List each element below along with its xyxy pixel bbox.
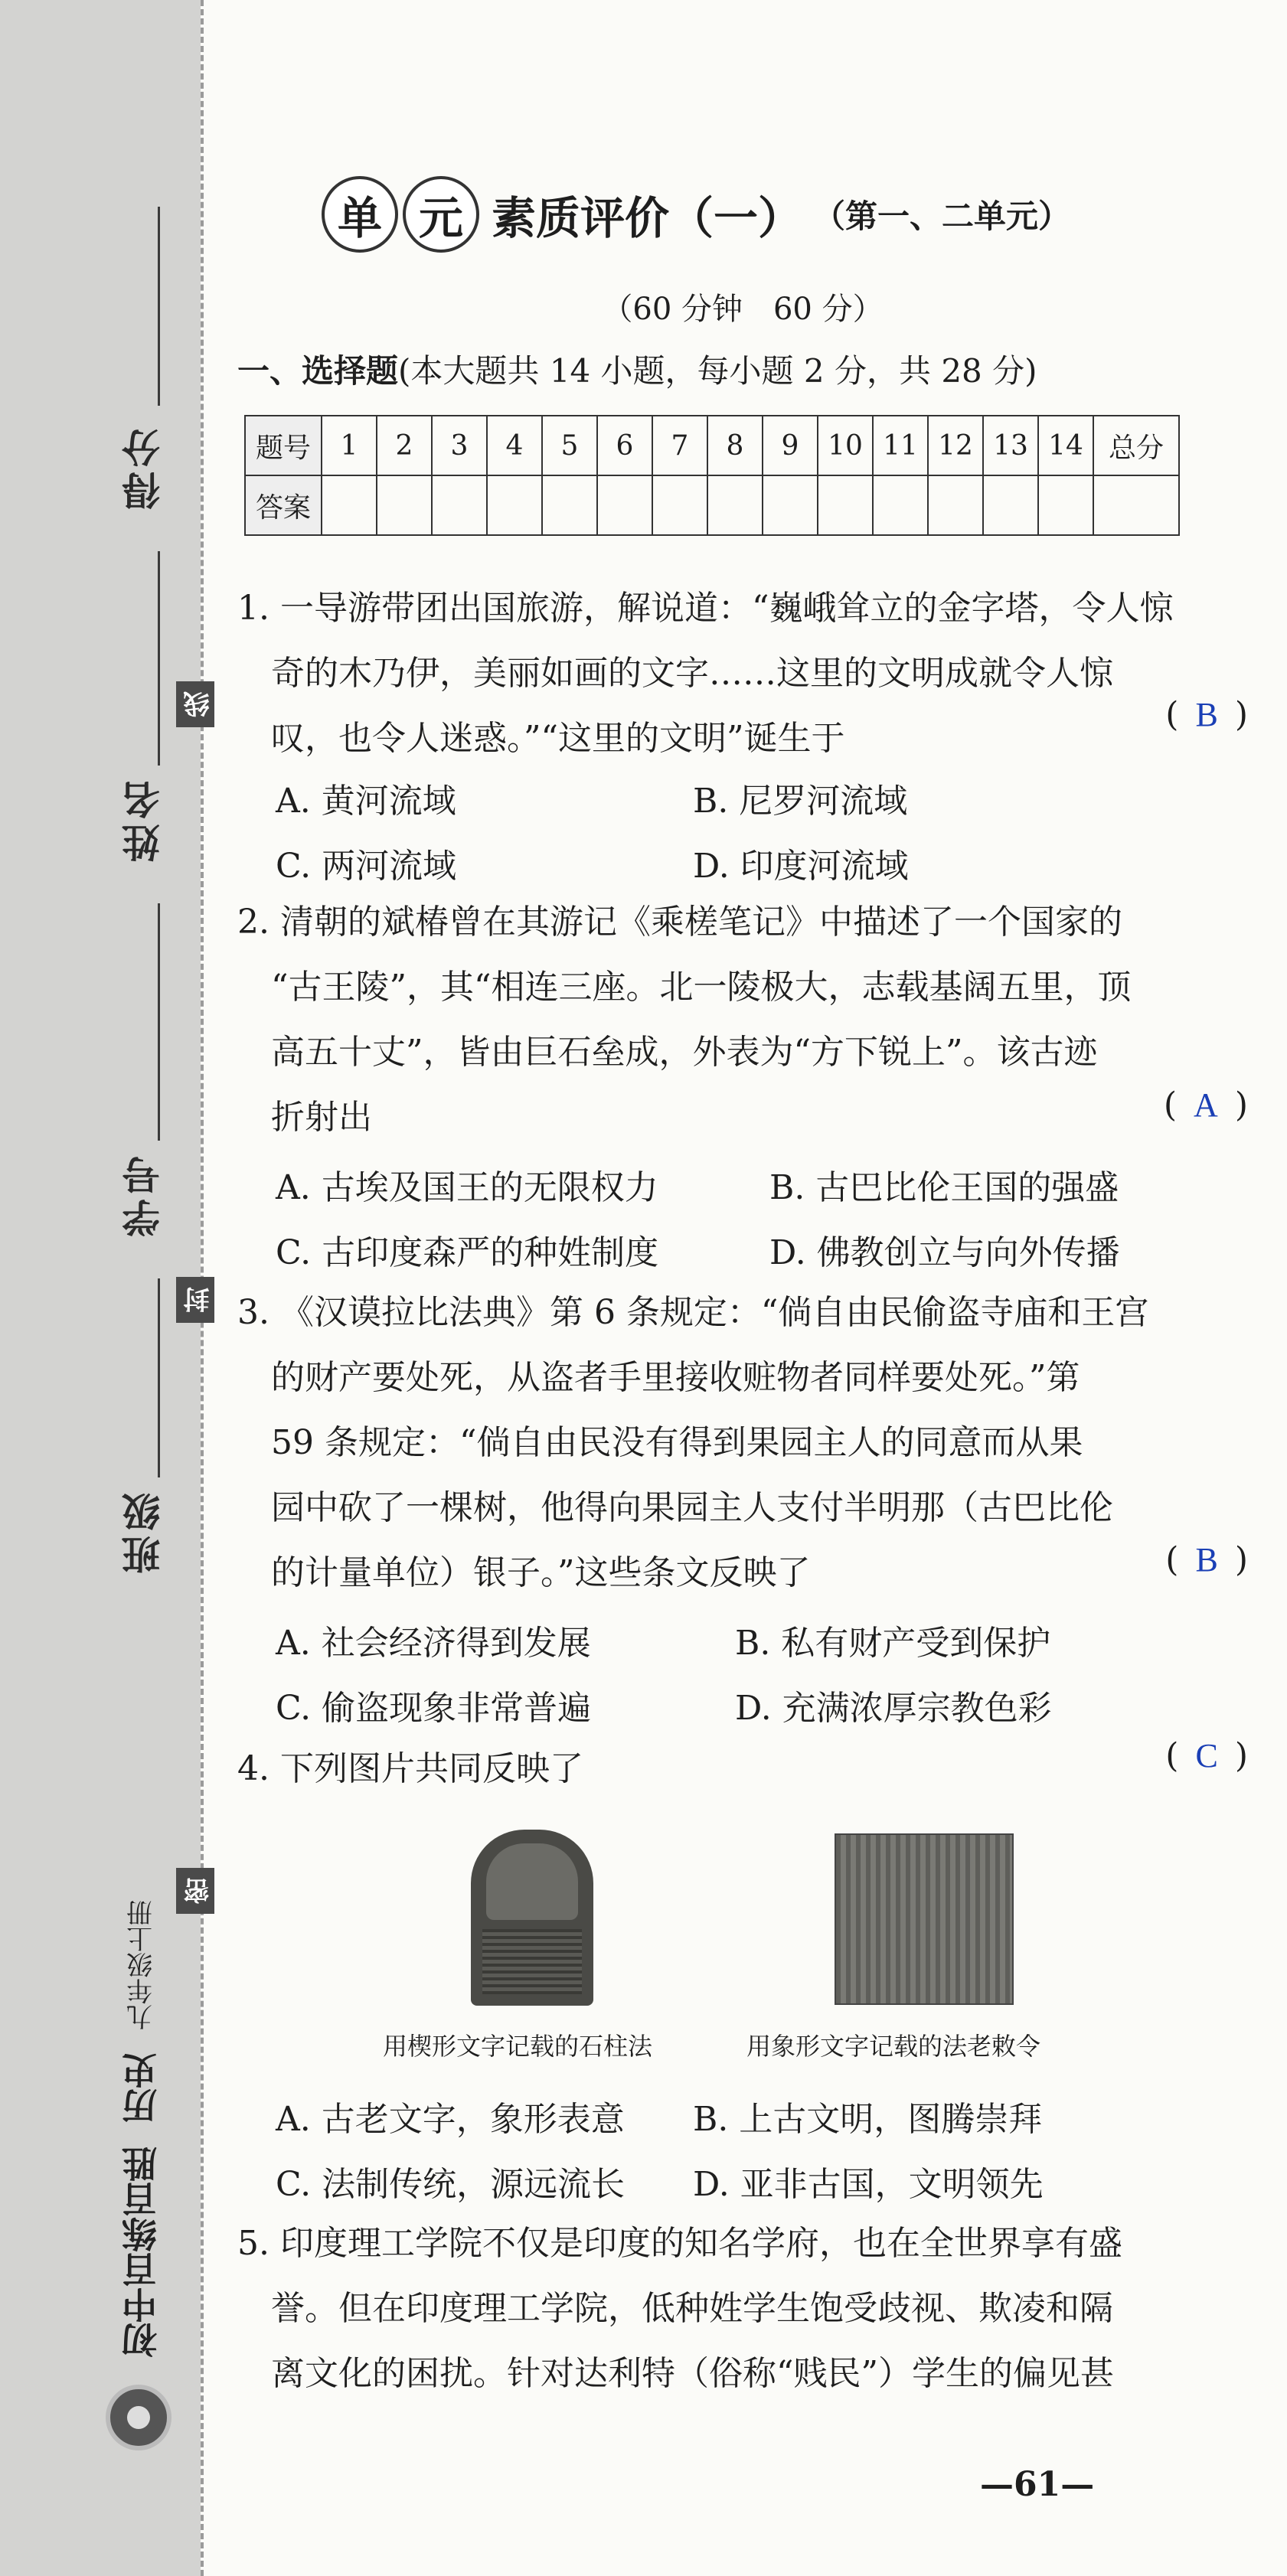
question-line: 叹，也令人迷惑。”“这里的文明”诞生于: [237, 719, 845, 758]
question-line: 的财产要处死，从盗者手里接收赃物者同样要处死。”第: [237, 1358, 1080, 1397]
question-line: 1. 一导游带团出国旅游，解说道：“巍峨耸立的金字塔，令人惊: [237, 589, 1174, 628]
student-id-label: 学号: [122, 1151, 166, 1237]
question-number-cell: 11: [873, 416, 928, 475]
class-line: [158, 1278, 160, 1477]
answer-cell[interactable]: [597, 475, 652, 535]
book-subject: 历史: [121, 2053, 162, 2124]
answer-cell[interactable]: [1038, 475, 1093, 535]
title-circled-char: 单: [322, 176, 398, 253]
section-label: 一、选择题: [237, 352, 399, 390]
question-line: 誉。但在印度理工学院，低种姓学生饱受歧视、欺凌和隔: [237, 2289, 1113, 2328]
answer-table: [244, 415, 1180, 536]
question-number-cell: 9: [763, 416, 818, 475]
option-c: C. 法制传统，源远流长: [276, 2165, 626, 2204]
seal-mark-line: 线: [176, 681, 214, 727]
answer-bracket: ( B ): [1165, 1540, 1248, 1579]
question-1: [237, 576, 1256, 771]
answer-bracket: ( B ): [1165, 695, 1248, 734]
answer-letter: C: [1195, 1737, 1218, 1774]
title-unit: （第一、二单元）: [813, 198, 1071, 235]
seal-mark-secret: 密: [176, 1868, 214, 1914]
answer-cell[interactable]: [818, 475, 873, 535]
question-line: 2. 清朝的斌椿曾在其游记《乘槎笔记》中描述了一个国家的: [237, 903, 1122, 942]
question-line: 高五十丈”，皆由巨石垒成，外表为“方下锐上”。该古迹: [237, 1033, 1098, 1072]
answer-cell[interactable]: [322, 475, 377, 535]
page-number: —61—: [980, 2465, 1095, 2504]
question-number-cell: 13: [983, 416, 1038, 475]
answer-cell[interactable]: [707, 475, 763, 535]
answer-bracket: ( C ): [1165, 1736, 1248, 1775]
answer-cell[interactable]: [542, 475, 597, 535]
title-text: 素质评价（一）: [492, 192, 803, 244]
answer-letter: B: [1195, 696, 1218, 733]
answer-cell[interactable]: [873, 475, 928, 535]
stele-image: [471, 1830, 593, 2006]
question-line: 的计量单位）银子。”这些条文反映了: [237, 1553, 811, 1592]
question-number-cell: 6: [597, 416, 652, 475]
table-header-cell: 答案: [245, 475, 322, 535]
time-score: （60 分钟 60 分）: [602, 292, 884, 327]
answer-cell[interactable]: [763, 475, 818, 535]
option-d: D. 印度河流域: [693, 847, 909, 886]
answer-letter: A: [1194, 1086, 1218, 1124]
option-b: B. 尼罗河流域: [693, 782, 908, 821]
figure-caption: 用楔形文字记载的石柱法: [383, 2032, 653, 2061]
answer-cell[interactable]: [487, 475, 542, 535]
score-label: 得分: [122, 424, 166, 510]
table-header-cell: 题号: [245, 416, 322, 475]
score-line: [158, 207, 160, 406]
question-number-cell: 2: [377, 416, 432, 475]
option-a: A. 黄河流域: [276, 782, 456, 821]
question-number-cell: 1: [322, 416, 377, 475]
option-a: A. 古老文字，象形表意: [276, 2100, 625, 2139]
question-2: [237, 890, 1256, 1150]
class-label: 班级: [122, 1488, 166, 1574]
option-d: D. 亚非古国，文明领先: [693, 2165, 1044, 2204]
seal-mark-seal: 封: [176, 1277, 214, 1323]
question-line: 折射出: [237, 1098, 372, 1137]
answer-letter: B: [1195, 1541, 1218, 1579]
answer-cell[interactable]: [928, 475, 983, 535]
answer-cell[interactable]: [432, 475, 487, 535]
option-c: C. 两河流域: [276, 847, 457, 886]
book-title: [107, 1883, 176, 2358]
question-4: [237, 1736, 1256, 1801]
option-a: A. 社会经济得到发展: [276, 1624, 591, 1663]
page-title: [322, 172, 1070, 256]
question-line: 5. 印度理工学院不仅是印度的知名学府，也在全世界享有盛: [237, 2224, 1122, 2263]
question-5: [237, 2211, 1256, 2406]
option-b: B. 私有财产受到保护: [735, 1624, 1051, 1663]
option-d: D. 佛教创立与向外传播: [769, 1233, 1120, 1272]
answer-bracket: ( A ): [1163, 1086, 1248, 1125]
book-grade: 九年级上册: [126, 1900, 158, 2030]
table-row: [245, 416, 1179, 475]
question-number-cell: 7: [652, 416, 707, 475]
question-number-cell: 10: [818, 416, 873, 475]
edict-tablet-image: [835, 1833, 1014, 2005]
question-line: “古王陵”，其“相连三座。北一陵极大，志载基阔五里，顶: [237, 968, 1132, 1007]
book-series: 初中百练百胜: [121, 2147, 162, 2358]
name-label: 姓名: [122, 776, 166, 862]
question-line: 4. 下列图片共同反映了: [237, 1749, 583, 1788]
question-line: 59 条规定：“倘自由民没有得到果园主人的同意而从果: [237, 1423, 1083, 1462]
option-d: D. 充满浓厚宗教色彩: [735, 1689, 1052, 1728]
option-b: B. 古巴比伦王国的强盛: [769, 1168, 1119, 1207]
student-id-line: [158, 903, 160, 1141]
answer-cell[interactable]: [652, 475, 707, 535]
question-number-cell: 5: [542, 416, 597, 475]
question-number-cell: 3: [432, 416, 487, 475]
answer-cell[interactable]: [983, 475, 1038, 535]
total-score-cell[interactable]: [1093, 475, 1179, 535]
option-c: C. 偷盗现象非常普遍: [276, 1689, 592, 1728]
name-line: [158, 551, 160, 766]
question-line: 奇的木乃伊，美丽如画的文字……这里的文明成就令人惊: [237, 654, 1113, 693]
title-circled-char: 元: [403, 176, 479, 253]
question-number-cell: 8: [707, 416, 763, 475]
question-number-cell: 12: [928, 416, 983, 475]
question-number-cell: 14: [1038, 416, 1093, 475]
option-a: A. 古埃及国王的无限权力: [276, 1168, 658, 1207]
section-heading: [237, 346, 1037, 392]
total-score-header: 总分: [1093, 416, 1179, 475]
question-line: 3. 《汉谟拉比法典》第 6 条规定：“倘自由民偷盗寺庙和王宫: [237, 1293, 1149, 1332]
option-b: B. 上古文明，图腾崇拜: [693, 2100, 1043, 2139]
answer-cell[interactable]: [377, 475, 432, 535]
question-3: [237, 1280, 1256, 1605]
publisher-logo-icon: [106, 2385, 171, 2450]
figure-caption: 用象形文字记载的法老敕令: [746, 2032, 1041, 2061]
table-row: [245, 475, 1179, 535]
question-line: 园中砍了一棵树，他得向果园主人支付半明那（古巴比伦: [237, 1488, 1113, 1527]
section-desc: (本大题共 14 小题，每小题 2 分，共 28 分): [398, 352, 1037, 390]
question-number-cell: 4: [487, 416, 542, 475]
question-line: 离文化的困扰。针对达利特（俗称“贱民”）学生的偏见甚: [237, 2354, 1114, 2393]
option-c: C. 古印度森严的种姓制度: [276, 1233, 659, 1272]
